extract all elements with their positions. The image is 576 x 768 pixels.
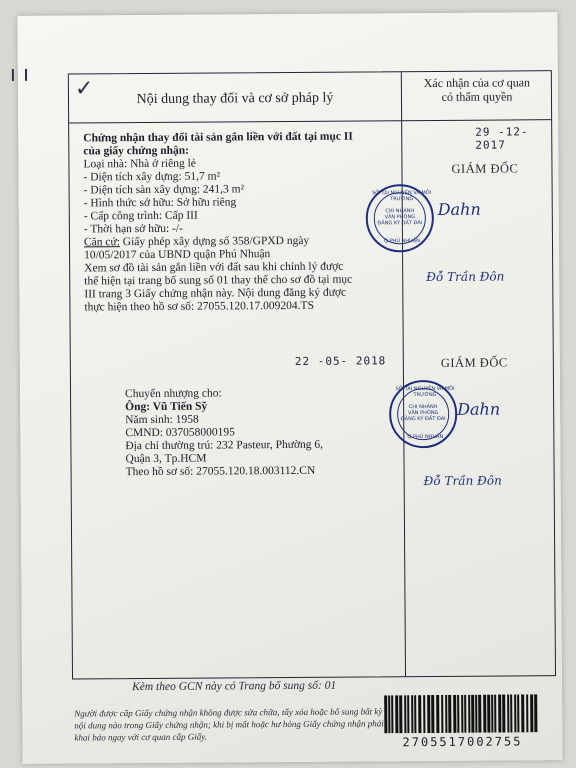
entry-1-line: - Thời hạn sở hữu: -/- [83,222,183,236]
entry-2-signer-name: Đỗ Trần Đôn [423,473,502,489]
attached-pages-text: Kèm theo GCN này có Trang bổ sung số: 01 [132,679,337,694]
certificate-notice: Người được cấp Giấy chứng nhận không được sửa chữa, tẩy xóa hoặc bổ sung bất kỳ nội dung nào trong Giấy chứng nhận; khi bị mất hoặc hư hỏng Giấy chứng nhận phải khai báo ngay với cơ quan cấp Giấy. [74,706,384,743]
barcode-bar [395,695,398,733]
stamp-bottom-text: Q.PHÚ NHUẬN [407,433,444,441]
entry-2-signature: Dahn [457,399,501,419]
barcode-bar [487,695,490,733]
barcode-bar [507,694,509,732]
barcode-bar [441,695,443,733]
barcode-bar [510,694,512,732]
entry-1-heading-line2: của giấy chứng nhận: [83,144,190,158]
barcode-bar [468,695,470,733]
entry-1-basis-line2: 10/05/2017 của UBND quận Phú Nhuận [84,248,271,262]
basis-label: Căn cứ: [83,236,120,249]
stamp-ring-text: SỞ TÀI NGUYÊN VÀ MÔI TRƯỜNG [395,385,455,399]
barcode-bar [461,695,463,733]
barcode-bar [414,695,416,733]
stamp-bottom-text: Q.PHÚ NHUẬN [384,238,420,245]
entry-1-confirm-date: 29 -12- 2017 [475,125,529,152]
barcode-bar [427,695,430,733]
barcode-bar [423,695,425,733]
barcode-bar [498,695,501,733]
barcode-bar [436,695,439,733]
barcode-bar [483,695,486,733]
entry-2-line: Quận 3, Tp.HCM [125,452,207,466]
official-stamp-1 [366,184,434,252]
barcode-bar [384,695,387,733]
entry-1-line: - Diện tích sàn xây dựng: 241,3 m² [83,183,245,197]
column-divider [401,72,406,676]
entry-1-line: - Hình thức sở hữu: Sở hữu riêng [83,196,237,210]
margin-pen-mark: ı ı [9,61,30,87]
barcode-bar [464,695,466,733]
entry-2-director-title: GIÁM ĐỐC [440,355,508,370]
barcode-bar [391,695,393,733]
entry-2-line: Chuyển nhượng cho: [124,387,222,401]
barcode-bar [445,695,447,733]
barcode-bar [453,695,456,733]
basis-line1: Giấy phép xây dựng số 358/GPXD ngày [119,234,310,249]
barcode-bar [514,694,516,732]
barcode-bar [448,695,451,733]
stamp-center-text [376,208,424,226]
barcode-bar [475,695,477,733]
entry-2-line: Địa chỉ thường trú: 232 Pasteur, Phường 6, [125,438,324,453]
stamp-center-line: VĂN PHÒNG [407,409,439,417]
barcode-bar [471,695,474,733]
barcode-bar [502,695,505,733]
barcode-bar [478,695,481,733]
entry-1-signer-name: Đỗ Trần Đôn [426,269,505,285]
barcode-bar [530,694,533,732]
entry-1-heading-line1: Chứng nhận thay đổi tài sản gắn liền với đất tại mục II [83,130,353,145]
entry-1-note-line: Xem sơ đồ tài sản gắn liền với đất sau khi chỉnh lý được [84,260,344,275]
barcode-bar [399,695,402,733]
barcode-bar [457,695,459,733]
entry-1-line: Loại nhà: Nhà ở riêng lẻ [83,157,196,171]
entry-1-content [83,131,354,315]
barcode-bar [521,694,524,732]
entry-2-content [125,387,323,479]
entry-1-director-title: GIÁM ĐỐC [451,161,519,176]
barcode-bar [404,695,406,733]
stamp-center-line: ĐĂNG KÝ ĐẤT ĐAI [377,220,423,227]
barcode-bar [534,694,537,732]
certificate-page [9,12,562,764]
entry-1-note-line: thực hiện theo hồ sơ số: 27055.120.17.009204.TS [84,299,315,314]
authority-header-line2: có thẩm quyền [441,89,513,104]
stamp-center-line: CHI NHÁNH [408,403,438,411]
authority-header-line1: Xác nhận của cơ quan [423,75,531,91]
entry-1-signature: Dahn [437,199,481,219]
column-header-authority [405,75,549,104]
handwritten-tick-mark: ✓ [74,76,94,102]
entry-2-line: Theo hồ sơ số: 27055.120.18.003112.CN [125,464,316,479]
stamp-center-line: ĐĂNG KÝ ĐẤT ĐAI [400,415,446,423]
entry-2-line: Năm sinh: 1958 [125,413,199,427]
entry-1-line: - Cấp công trình: Cấp III [83,209,198,223]
stamp-ring-text: SỞ TÀI NGUYÊN VÀ MÔI TRƯỜNG [372,190,432,203]
entry-2-line: CMND: 037058000195 [125,426,235,440]
barcode-bar [431,695,434,733]
stamp-center-line: CHI NHÁNH [385,208,415,215]
official-stamp-2 [389,380,457,448]
stamp-center-text [399,404,447,422]
barcode-bar [494,695,496,733]
barcode-bar [407,695,409,733]
barcode-bar [526,694,528,732]
barcode-bar [491,695,493,733]
barcode-graphic [382,694,542,733]
header-rule [69,119,551,123]
column-header-changes: Nội dung thay đổi và cơ sở pháp lý [136,90,334,108]
entry-2-line: Ông: Vũ Tiến Sỹ [125,400,208,414]
entry-1-line: - Diện tích xây dựng: 51,7 m² [83,170,221,184]
stamp-center-line: VĂN PHÒNG [384,214,416,221]
entry-2-date: 22 -05- 2018 [294,354,387,368]
entry-1-note-line: III trang 3 Giấy chứng nhận này. Nội dung đăng ký được [84,286,347,301]
barcode-bar [388,695,390,733]
barcode-bar [411,695,413,733]
barcode-number: 2705517002755 [402,734,523,750]
barcode-bar [418,695,421,733]
changes-table [68,70,556,679]
barcode-bar [517,694,519,732]
entry-1-note-line: thể hiện tại trang bổ sung số 01 thay thế cho sơ đồ tại mục [84,273,353,288]
